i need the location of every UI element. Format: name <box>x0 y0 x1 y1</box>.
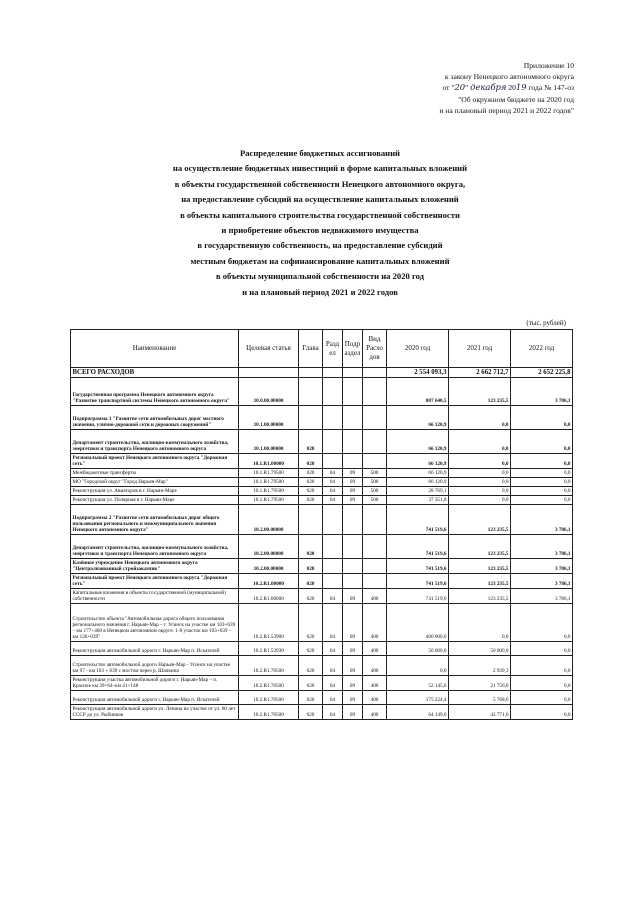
cell-target: 10.1.R1.00000 <box>239 454 299 469</box>
cell-section: 04 <box>323 691 343 705</box>
cell-section <box>323 454 343 469</box>
table-row <box>71 589 573 604</box>
cell-target: 10.2.R1.00000 <box>239 574 299 589</box>
cell-y2021: 123 235,5 <box>449 589 511 604</box>
cell-exptype <box>363 454 387 469</box>
cell-chapter: 020 <box>299 469 323 478</box>
table-row <box>71 505 573 535</box>
table-row <box>71 378 573 406</box>
cell-y2022: 0,0 <box>511 469 573 478</box>
cell-section: 04 <box>323 469 343 478</box>
cell-y2020: 66 120,9 <box>387 469 449 478</box>
cell-name: Капитальные вложения в объекты государственной (муниципальной) собственности <box>71 589 239 604</box>
cell-section <box>323 559 343 574</box>
cell-chapter: 020 <box>299 478 323 487</box>
cell-y2020: 741 519,6 <box>387 574 449 589</box>
cell-exptype: 400 <box>363 656 387 676</box>
cell-section <box>323 430 343 454</box>
cell-y2021: 123 235,5 <box>449 559 511 574</box>
cell-subsection: 09 <box>343 589 363 604</box>
cell-subsection: 09 <box>343 487 363 496</box>
cell-section <box>323 505 343 535</box>
cell-exptype <box>363 378 387 406</box>
cell-y2020: 400 000,0 <box>387 604 449 642</box>
cell-exptype: 500 <box>363 487 387 496</box>
cell-y2021: 123 235,5 <box>449 574 511 589</box>
cell-subsection: 09 <box>343 469 363 478</box>
table-row <box>71 559 573 574</box>
cell-y2022: 0,0 <box>511 656 573 676</box>
cell-y2021: 0,0 <box>449 454 511 469</box>
total-row <box>71 368 573 378</box>
cell-name: Строительство автомобильной дороги Нарьян-Мар - Усинск на участке км 97 - км 103 + 639 с мостом через р. Шапкина <box>71 656 239 676</box>
cell-y2020: 741 519,6 <box>387 505 449 535</box>
cell-y2021: 0,0 <box>449 487 511 496</box>
cell-exptype: 500 <box>363 496 387 505</box>
cell-section: 04 <box>323 478 343 487</box>
document-title: Распределение бюджетных ассигнований на осуществление бюджетных инвестиций в форме капитальных вложений в объекты государственной собственности Ненецкого автономного округа, на предоставление субсидий на осуществление капитальных вложений в объекты капитального строительства государственной собственности и приобретение объектов недвижимого имущества в государственную собственность, на предоставление субсидий местным бюджетам на софинансирование капитальных вложений в объекты муниципальной собственности на 2020 год и на плановый период 2021 и 2022 годов <box>172 148 468 297</box>
cell-exptype <box>363 406 387 430</box>
cell-y2022: 0,0 <box>511 478 573 487</box>
cell-exptype: 500 <box>363 478 387 487</box>
cell-section <box>323 378 343 406</box>
cell-subsection <box>343 378 363 406</box>
cell-section: 04 <box>323 642 343 656</box>
cell-y2020: 37 351,8 <box>387 496 449 505</box>
total-2021: 2 662 712,7 <box>449 368 511 378</box>
cell-y2022: 0,0 <box>511 604 573 642</box>
table-row <box>71 676 573 691</box>
cell-target: 10.1.00.00000 <box>239 430 299 454</box>
col-2020: 2020 год <box>387 330 449 368</box>
cell-chapter: 020 <box>299 487 323 496</box>
cell-y2022: 0,0 <box>511 454 573 469</box>
cell-chapter: 020 <box>299 430 323 454</box>
table-row <box>71 642 573 656</box>
cell-subsection: 09 <box>343 705 363 720</box>
cell-target: 10.1.R1.79500 <box>239 496 299 505</box>
cell-name: Подпрограмма 1 "Развитие сети автомобильных дорог местного значения, улично-дорожной сети и дорожных сооружений" <box>71 406 239 430</box>
law-title-line1: "Об окружном бюджете на 2020 год <box>458 94 574 104</box>
cell-y2021: 2 939,3 <box>449 656 511 676</box>
cell-subsection: 09 <box>343 496 363 505</box>
cell-y2022: 3 786,1 <box>511 505 573 535</box>
cell-y2021: 0,0 <box>449 478 511 487</box>
cell-section: 04 <box>323 676 343 691</box>
cell-target: 10.1.R1.79500 <box>239 487 299 496</box>
cell-name: Казённое учреждение Ненецкого автономного округа "Централизованный стройзаказчик" <box>71 559 239 574</box>
cell-y2020: 66 120,9 <box>387 430 449 454</box>
cell-y2022: 3 786,1 <box>511 574 573 589</box>
cell-subsection <box>343 505 363 535</box>
cell-y2020: 64 149,6 <box>387 705 449 720</box>
cell-section: 04 <box>323 656 343 676</box>
cell-y2020: 175 224,4 <box>387 691 449 705</box>
budget-table <box>70 329 573 720</box>
cell-y2020: 741 519,6 <box>387 559 449 574</box>
cell-chapter: 020 <box>299 691 323 705</box>
cell-subsection: 09 <box>343 604 363 642</box>
law-date-line: от "20" декабря 2019 года № 147-оз <box>442 82 574 93</box>
cell-exptype <box>363 574 387 589</box>
cell-chapter: 020 <box>299 496 323 505</box>
cell-section <box>323 406 343 430</box>
col-exptype: Вид Расхо дов <box>363 330 387 368</box>
cell-target: 10.1.R1.79500 <box>239 469 299 478</box>
cell-target: 10.2.00.00000 <box>239 505 299 535</box>
cell-chapter: 020 <box>299 535 323 559</box>
cell-name: Строительство объекта "Автомобильная дорога общего пользования регионального значения г. Нарьян-Мар – г. Усинск на участке км 103+639 – км 177+468 в Ненецком автономном округе. 1-8 участок км 103+639 – км 126+039" <box>71 604 239 642</box>
cell-exptype: 400 <box>363 642 387 656</box>
cell-name: Департамент строительства, жилищно-коммунального хозяйства, энергетики и транспорта Ненецкого автономного округа <box>71 430 239 454</box>
cell-name: Департамент строительства, жилищно-коммунального хозяйства, энергетики и транспорта Ненецкого автономного округа <box>71 535 239 559</box>
cell-chapter: 020 <box>299 604 323 642</box>
appendix-number: Приложение 10 <box>523 61 574 70</box>
cell-exptype: 400 <box>363 691 387 705</box>
cell-y2022: 0,0 <box>511 691 573 705</box>
col-section: Разд ел <box>323 330 343 368</box>
cell-y2021: 0,0 <box>449 430 511 454</box>
cell-name: Реконструкция ул. Полярная в г. Нарьян-Маре <box>71 496 239 505</box>
cell-subsection: 09 <box>343 656 363 676</box>
cell-y2022: 3 786,1 <box>511 559 573 574</box>
col-2021: 2021 год <box>449 330 511 368</box>
cell-subsection: 09 <box>343 676 363 691</box>
cell-exptype: 500 <box>363 469 387 478</box>
cell-y2020: 66 120,9 <box>387 454 449 469</box>
cell-y2020: 28 769,1 <box>387 487 449 496</box>
total-label: ВСЕГО РАСХОДОВ <box>71 368 239 378</box>
cell-y2021: 50 000,0 <box>449 642 511 656</box>
cell-y2020: 66 120,9 <box>387 406 449 430</box>
cell-y2022: 0,0 <box>511 705 573 720</box>
cell-y2022: 0,0 <box>511 406 573 430</box>
col-target: Целевая статья <box>239 330 299 368</box>
table-row <box>71 454 573 469</box>
cell-chapter: 020 <box>299 642 323 656</box>
cell-y2021: 42 771,6 <box>449 705 511 720</box>
cell-target: 10.1.00.00000 <box>239 406 299 430</box>
cell-name: Реконструкция участка автомобильной дороги г. Нарьян-Мар – п. Красное км 39+64–км 41+148 <box>71 676 239 691</box>
table-row <box>71 496 573 505</box>
table-row <box>71 430 573 454</box>
cell-subsection: 09 <box>343 642 363 656</box>
cell-subsection <box>343 535 363 559</box>
cell-name: Реконструкция автомобильной дороги г. Нарьян-Мар п. Искателей <box>71 691 239 705</box>
cell-name: Реконструкция ул. Авиаторов в г. Нарьян-Маре <box>71 487 239 496</box>
col-subsection: Подр аздел <box>343 330 363 368</box>
cell-target: 10.2.R1.70500 <box>239 705 299 720</box>
total-2022: 2 652 225,8 <box>511 368 573 378</box>
law-title-line2: и на плановый период 2021 и 2022 годов" <box>439 105 574 115</box>
cell-y2020: 807 640,5 <box>387 378 449 406</box>
cell-section: 04 <box>323 589 343 604</box>
cell-exptype <box>363 505 387 535</box>
col-2022: 2022 год <box>511 330 573 368</box>
cell-chapter: 020 <box>299 574 323 589</box>
cell-y2021: 0,0 <box>449 604 511 642</box>
cell-name: Региональный проект Ненецкого автономного округа "Дорожная сеть" <box>71 454 239 469</box>
cell-name: МО "Городской округ "Город Нарьян-Мар" <box>71 478 239 487</box>
cell-target: 10.0.00.00000 <box>239 378 299 406</box>
cell-y2021: 5 768,6 <box>449 691 511 705</box>
cell-section: 04 <box>323 496 343 505</box>
handwritten-day: 20 <box>454 82 466 93</box>
table-row <box>71 478 573 487</box>
cell-y2021: 0,0 <box>449 406 511 430</box>
table-row <box>71 705 573 720</box>
cell-y2020: 66 120,9 <box>387 478 449 487</box>
cell-y2022: 0,0 <box>511 430 573 454</box>
cell-target: 10.2.00.00000 <box>239 559 299 574</box>
cell-chapter <box>299 406 323 430</box>
cell-section: 04 <box>323 705 343 720</box>
table-row <box>71 535 573 559</box>
table-row <box>71 691 573 705</box>
col-name: Наименование <box>71 330 239 368</box>
cell-y2020: 52 145,6 <box>387 676 449 691</box>
cell-chapter <box>299 378 323 406</box>
cell-target: 10.2.R1.53930 <box>239 642 299 656</box>
cell-y2021: 123 235,5 <box>449 535 511 559</box>
cell-target: 10.2.R1.53900 <box>239 604 299 642</box>
cell-subsection <box>343 430 363 454</box>
law-reference: к закону Ненецкого автономного округа <box>444 72 574 82</box>
cell-y2020: 0,0 <box>387 656 449 676</box>
cell-y2022: 0,0 <box>511 487 573 496</box>
cell-section: 04 <box>323 604 343 642</box>
cell-chapter: 020 <box>299 559 323 574</box>
cell-y2022: 0,0 <box>511 496 573 505</box>
total-2020: 2 554 093,3 <box>387 368 449 378</box>
table-row <box>71 574 573 589</box>
table-row <box>71 469 573 478</box>
cell-name: Региональный проект Ненецкого автономного округа "Дорожная сеть" <box>71 574 239 589</box>
cell-y2020: 50 000,0 <box>387 642 449 656</box>
cell-subsection <box>343 406 363 430</box>
cell-y2021: 123 235,5 <box>449 505 511 535</box>
cell-chapter: 020 <box>299 454 323 469</box>
cell-y2021: 0,0 <box>449 469 511 478</box>
table-header-row <box>71 330 573 368</box>
cell-exptype: 400 <box>363 604 387 642</box>
col-chapter: Глава <box>299 330 323 368</box>
cell-chapter: 020 <box>299 705 323 720</box>
cell-y2021: 0,0 <box>449 496 511 505</box>
cell-chapter: 020 <box>299 676 323 691</box>
cell-y2021: 123 235,5 <box>449 378 511 406</box>
cell-name: Реконструкция автомобильной дороги ул. Ленина на участке от ул. 60 лет СССР до ул. Рыбников <box>71 705 239 720</box>
cell-subsection: 09 <box>343 478 363 487</box>
cell-chapter: 020 <box>299 589 323 604</box>
cell-subsection <box>343 559 363 574</box>
cell-y2020: 741 519,6 <box>387 535 449 559</box>
handwritten-month: декабря <box>470 82 507 93</box>
cell-y2022: 3 786,1 <box>511 535 573 559</box>
table-row <box>71 604 573 642</box>
cell-target: 10.2.R1.70500 <box>239 656 299 676</box>
cell-chapter: 020 <box>299 656 323 676</box>
cell-name: Межбюджетные трансферты <box>71 469 239 478</box>
cell-name: Реконструкция автомобильной дороги г. Нарьян-Мар п. Искателей <box>71 642 239 656</box>
cell-exptype: 400 <box>363 589 387 604</box>
appendix-header <box>334 60 574 116</box>
cell-exptype <box>363 535 387 559</box>
cell-section <box>323 574 343 589</box>
cell-y2022: 0,0 <box>511 642 573 656</box>
table-row <box>71 406 573 430</box>
cell-subsection <box>343 454 363 469</box>
cell-y2022: 3 786,1 <box>511 378 573 406</box>
cell-target: 10.2.00.00000 <box>239 535 299 559</box>
cell-target: 10.1.R1.79500 <box>239 478 299 487</box>
cell-exptype: 400 <box>363 705 387 720</box>
cell-exptype <box>363 559 387 574</box>
cell-name: Подпрограмма 2 "Развитие сети автомобильных дорог общего пользования регионального и межмуниципального значения Ненецкого автономного округа" <box>71 505 239 535</box>
cell-target: 10.2.R1.00000 <box>239 589 299 604</box>
cell-exptype <box>363 430 387 454</box>
cell-exptype: 400 <box>363 676 387 691</box>
units-label: (тыс. рублей) <box>526 319 566 327</box>
table-row <box>71 656 573 676</box>
cell-y2022: 0,0 <box>511 676 573 691</box>
cell-y2021: 21 756,0 <box>449 676 511 691</box>
cell-target: 10.2.R1.70500 <box>239 691 299 705</box>
cell-section <box>323 535 343 559</box>
cell-subsection: 09 <box>343 691 363 705</box>
cell-y2022: 3 786,1 <box>511 589 573 604</box>
cell-subsection <box>343 574 363 589</box>
cell-y2020: 741 519,6 <box>387 589 449 604</box>
table-row <box>71 487 573 496</box>
cell-target: 10.2.R1.70500 <box>239 676 299 691</box>
handwritten-year: 19 <box>515 82 527 93</box>
cell-name: Государственная программа Ненецкого автономного округа "Развитие транспортной системы Ненецкого автономного округа" <box>71 378 239 406</box>
cell-chapter <box>299 505 323 535</box>
cell-section: 04 <box>323 487 343 496</box>
